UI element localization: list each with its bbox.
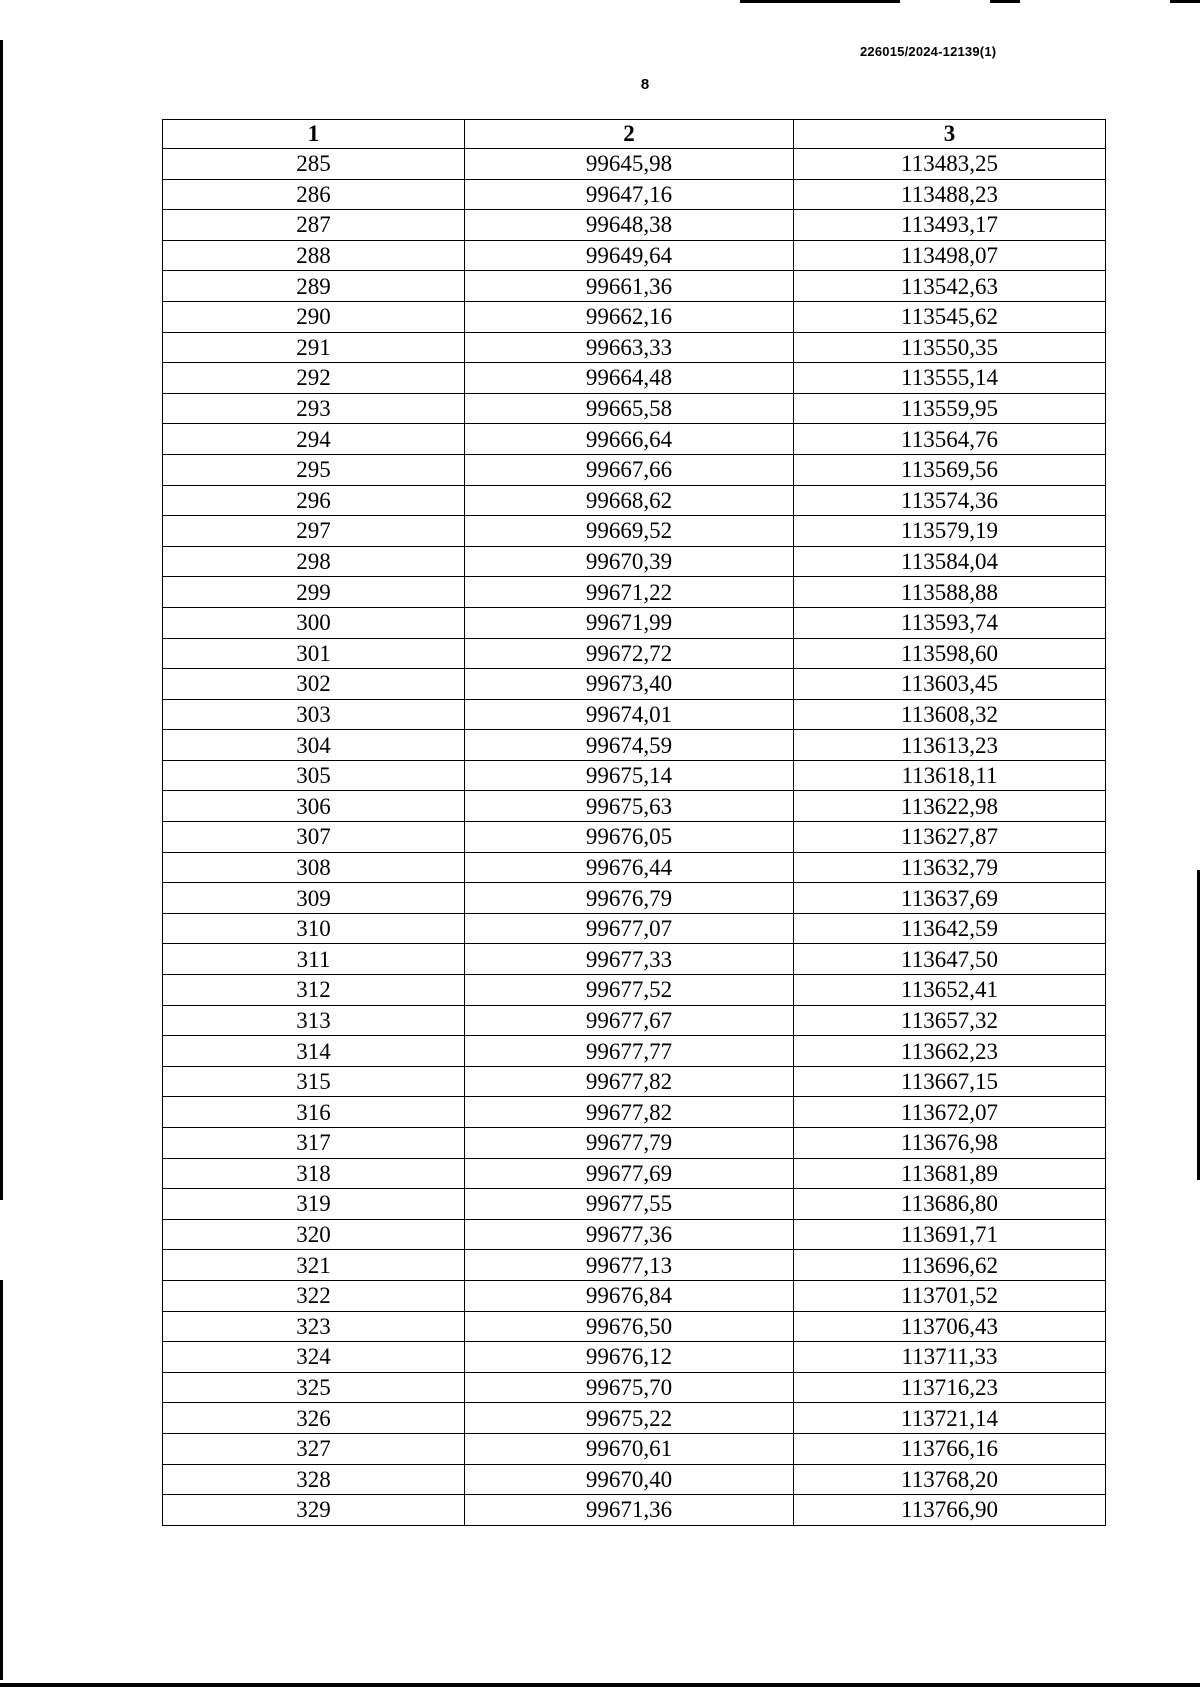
x-coordinate-cell: 99670,61 bbox=[465, 1433, 794, 1464]
table-row bbox=[163, 883, 1106, 914]
x-coordinate-cell: 99677,67 bbox=[465, 1005, 794, 1036]
y-coordinate-cell: 113618,11 bbox=[794, 760, 1106, 791]
y-coordinate-cell: 113608,32 bbox=[794, 699, 1106, 730]
point-number-cell: 328 bbox=[163, 1464, 465, 1495]
table-row bbox=[163, 1250, 1106, 1281]
x-coordinate-cell: 99674,59 bbox=[465, 730, 794, 761]
x-coordinate-cell: 99677,36 bbox=[465, 1219, 794, 1250]
x-coordinate-cell: 99667,66 bbox=[465, 454, 794, 485]
coordinates-table bbox=[162, 119, 1106, 1526]
column-header: 3 bbox=[794, 120, 1106, 149]
point-number-cell: 291 bbox=[163, 332, 465, 363]
table-row bbox=[163, 852, 1106, 883]
point-number-cell: 313 bbox=[163, 1005, 465, 1036]
x-coordinate-cell: 99661,36 bbox=[465, 271, 794, 302]
y-coordinate-cell: 113652,41 bbox=[794, 975, 1106, 1006]
x-coordinate-cell: 99677,77 bbox=[465, 1036, 794, 1067]
x-coordinate-cell: 99666,64 bbox=[465, 424, 794, 455]
x-coordinate-cell: 99676,44 bbox=[465, 852, 794, 883]
x-coordinate-cell: 99664,48 bbox=[465, 363, 794, 394]
table-row bbox=[163, 210, 1106, 241]
table-row bbox=[163, 1036, 1106, 1067]
point-number-cell: 325 bbox=[163, 1372, 465, 1403]
x-coordinate-cell: 99663,33 bbox=[465, 332, 794, 363]
table-row bbox=[163, 975, 1106, 1006]
table-row bbox=[163, 1158, 1106, 1189]
point-number-cell: 307 bbox=[163, 822, 465, 853]
table-row bbox=[163, 1495, 1106, 1526]
x-coordinate-cell: 99677,82 bbox=[465, 1066, 794, 1097]
x-coordinate-cell: 99645,98 bbox=[465, 149, 794, 180]
table-row bbox=[163, 149, 1106, 180]
table-row bbox=[163, 301, 1106, 332]
point-number-cell: 320 bbox=[163, 1219, 465, 1250]
point-number-cell: 322 bbox=[163, 1280, 465, 1311]
x-coordinate-cell: 99677,55 bbox=[465, 1189, 794, 1220]
y-coordinate-cell: 113711,33 bbox=[794, 1342, 1106, 1373]
table-row bbox=[163, 1219, 1106, 1250]
point-number-cell: 311 bbox=[163, 944, 465, 975]
point-number-cell: 298 bbox=[163, 546, 465, 577]
table-row bbox=[163, 577, 1106, 608]
x-coordinate-cell: 99677,69 bbox=[465, 1158, 794, 1189]
point-number-cell: 290 bbox=[163, 301, 465, 332]
y-coordinate-cell: 113584,04 bbox=[794, 546, 1106, 577]
point-number-cell: 324 bbox=[163, 1342, 465, 1373]
point-number-cell: 302 bbox=[163, 669, 465, 700]
y-coordinate-cell: 113483,25 bbox=[794, 149, 1106, 180]
x-coordinate-cell: 99676,12 bbox=[465, 1342, 794, 1373]
y-coordinate-cell: 113569,56 bbox=[794, 454, 1106, 485]
table-row bbox=[163, 179, 1106, 210]
point-number-cell: 323 bbox=[163, 1311, 465, 1342]
x-coordinate-cell: 99671,99 bbox=[465, 607, 794, 638]
point-number-cell: 303 bbox=[163, 699, 465, 730]
point-number-cell: 297 bbox=[163, 516, 465, 547]
y-coordinate-cell: 113593,74 bbox=[794, 607, 1106, 638]
column-header: 1 bbox=[163, 120, 465, 149]
point-number-cell: 308 bbox=[163, 852, 465, 883]
table-row bbox=[163, 944, 1106, 975]
y-coordinate-cell: 113545,62 bbox=[794, 301, 1106, 332]
y-coordinate-cell: 113632,79 bbox=[794, 852, 1106, 883]
table-row bbox=[163, 607, 1106, 638]
point-number-cell: 321 bbox=[163, 1250, 465, 1281]
y-coordinate-cell: 113627,87 bbox=[794, 822, 1106, 853]
y-coordinate-cell: 113637,69 bbox=[794, 883, 1106, 914]
point-number-cell: 296 bbox=[163, 485, 465, 516]
y-coordinate-cell: 113766,16 bbox=[794, 1433, 1106, 1464]
scan-edge-left-lower bbox=[0, 1280, 3, 1680]
y-coordinate-cell: 113498,07 bbox=[794, 240, 1106, 271]
table-body bbox=[163, 149, 1106, 1526]
y-coordinate-cell: 113766,90 bbox=[794, 1495, 1106, 1526]
x-coordinate-cell: 99668,62 bbox=[465, 485, 794, 516]
x-coordinate-cell: 99671,36 bbox=[465, 1495, 794, 1526]
table-header-row bbox=[163, 120, 1106, 149]
x-coordinate-cell: 99671,22 bbox=[465, 577, 794, 608]
point-number-cell: 314 bbox=[163, 1036, 465, 1067]
x-coordinate-cell: 99677,13 bbox=[465, 1250, 794, 1281]
point-number-cell: 316 bbox=[163, 1097, 465, 1128]
y-coordinate-cell: 113564,76 bbox=[794, 424, 1106, 455]
point-number-cell: 294 bbox=[163, 424, 465, 455]
y-coordinate-cell: 113676,98 bbox=[794, 1128, 1106, 1159]
x-coordinate-cell: 99648,38 bbox=[465, 210, 794, 241]
y-coordinate-cell: 113493,17 bbox=[794, 210, 1106, 241]
y-coordinate-cell: 113555,14 bbox=[794, 363, 1106, 394]
table-row bbox=[163, 546, 1106, 577]
x-coordinate-cell: 99672,72 bbox=[465, 638, 794, 669]
table-row bbox=[163, 332, 1106, 363]
table-row bbox=[163, 1280, 1106, 1311]
table-row bbox=[163, 1464, 1106, 1495]
table-row bbox=[163, 1372, 1106, 1403]
point-number-cell: 329 bbox=[163, 1495, 465, 1526]
scan-edge-top-2 bbox=[990, 0, 1020, 3]
y-coordinate-cell: 113588,88 bbox=[794, 577, 1106, 608]
x-coordinate-cell: 99662,16 bbox=[465, 301, 794, 332]
column-header: 2 bbox=[465, 120, 794, 149]
y-coordinate-cell: 113691,71 bbox=[794, 1219, 1106, 1250]
y-coordinate-cell: 113768,20 bbox=[794, 1464, 1106, 1495]
point-number-cell: 317 bbox=[163, 1128, 465, 1159]
y-coordinate-cell: 113559,95 bbox=[794, 393, 1106, 424]
x-coordinate-cell: 99674,01 bbox=[465, 699, 794, 730]
table-row bbox=[163, 516, 1106, 547]
y-coordinate-cell: 113574,36 bbox=[794, 485, 1106, 516]
x-coordinate-cell: 99676,84 bbox=[465, 1280, 794, 1311]
y-coordinate-cell: 113579,19 bbox=[794, 516, 1106, 547]
table-row bbox=[163, 1433, 1106, 1464]
table-row bbox=[163, 1403, 1106, 1434]
y-coordinate-cell: 113696,62 bbox=[794, 1250, 1106, 1281]
x-coordinate-cell: 99675,22 bbox=[465, 1403, 794, 1434]
x-coordinate-cell: 99673,40 bbox=[465, 669, 794, 700]
point-number-cell: 305 bbox=[163, 760, 465, 791]
y-coordinate-cell: 113657,32 bbox=[794, 1005, 1106, 1036]
y-coordinate-cell: 113701,52 bbox=[794, 1280, 1106, 1311]
point-number-cell: 285 bbox=[163, 149, 465, 180]
table-row bbox=[163, 669, 1106, 700]
scan-edge-bottom bbox=[0, 1683, 1200, 1687]
y-coordinate-cell: 113603,45 bbox=[794, 669, 1106, 700]
table-row bbox=[163, 424, 1106, 455]
table-row bbox=[163, 760, 1106, 791]
point-number-cell: 326 bbox=[163, 1403, 465, 1434]
x-coordinate-cell: 99670,40 bbox=[465, 1464, 794, 1495]
y-coordinate-cell: 113721,14 bbox=[794, 1403, 1106, 1434]
point-number-cell: 315 bbox=[163, 1066, 465, 1097]
y-coordinate-cell: 113647,50 bbox=[794, 944, 1106, 975]
point-number-cell: 286 bbox=[163, 179, 465, 210]
y-coordinate-cell: 113686,80 bbox=[794, 1189, 1106, 1220]
table-row bbox=[163, 271, 1106, 302]
point-number-cell: 327 bbox=[163, 1433, 465, 1464]
x-coordinate-cell: 99676,05 bbox=[465, 822, 794, 853]
y-coordinate-cell: 113598,60 bbox=[794, 638, 1106, 669]
y-coordinate-cell: 113681,89 bbox=[794, 1158, 1106, 1189]
table-row bbox=[163, 638, 1106, 669]
x-coordinate-cell: 99677,33 bbox=[465, 944, 794, 975]
y-coordinate-cell: 113613,23 bbox=[794, 730, 1106, 761]
table-row bbox=[163, 730, 1106, 761]
table-row bbox=[163, 485, 1106, 516]
point-number-cell: 287 bbox=[163, 210, 465, 241]
scan-edge-top bbox=[740, 0, 900, 3]
x-coordinate-cell: 99647,16 bbox=[465, 179, 794, 210]
table-row bbox=[163, 240, 1106, 271]
x-coordinate-cell: 99670,39 bbox=[465, 546, 794, 577]
point-number-cell: 310 bbox=[163, 913, 465, 944]
y-coordinate-cell: 113706,43 bbox=[794, 1311, 1106, 1342]
page-number: 8 bbox=[640, 76, 650, 93]
x-coordinate-cell: 99677,82 bbox=[465, 1097, 794, 1128]
x-coordinate-cell: 99677,79 bbox=[465, 1128, 794, 1159]
scan-edge-left bbox=[0, 40, 3, 1200]
y-coordinate-cell: 113662,23 bbox=[794, 1036, 1106, 1067]
table-row bbox=[163, 1342, 1106, 1373]
y-coordinate-cell: 113716,23 bbox=[794, 1372, 1106, 1403]
point-number-cell: 306 bbox=[163, 791, 465, 822]
table-row bbox=[163, 1311, 1106, 1342]
point-number-cell: 309 bbox=[163, 883, 465, 914]
x-coordinate-cell: 99676,50 bbox=[465, 1311, 794, 1342]
point-number-cell: 319 bbox=[163, 1189, 465, 1220]
y-coordinate-cell: 113622,98 bbox=[794, 791, 1106, 822]
point-number-cell: 299 bbox=[163, 577, 465, 608]
x-coordinate-cell: 99675,14 bbox=[465, 760, 794, 791]
y-coordinate-cell: 113667,15 bbox=[794, 1066, 1106, 1097]
x-coordinate-cell: 99665,58 bbox=[465, 393, 794, 424]
y-coordinate-cell: 113488,23 bbox=[794, 179, 1106, 210]
x-coordinate-cell: 99677,52 bbox=[465, 975, 794, 1006]
x-coordinate-cell: 99669,52 bbox=[465, 516, 794, 547]
point-number-cell: 295 bbox=[163, 454, 465, 485]
scan-edge-top-3 bbox=[1170, 0, 1200, 3]
x-coordinate-cell: 99675,70 bbox=[465, 1372, 794, 1403]
y-coordinate-cell: 113642,59 bbox=[794, 913, 1106, 944]
x-coordinate-cell: 99676,79 bbox=[465, 883, 794, 914]
point-number-cell: 289 bbox=[163, 271, 465, 302]
table-row bbox=[163, 822, 1106, 853]
table-row bbox=[163, 393, 1106, 424]
table-row bbox=[163, 1066, 1106, 1097]
point-number-cell: 300 bbox=[163, 607, 465, 638]
table-row bbox=[163, 699, 1106, 730]
x-coordinate-cell: 99675,63 bbox=[465, 791, 794, 822]
point-number-cell: 304 bbox=[163, 730, 465, 761]
table-row bbox=[163, 791, 1106, 822]
point-number-cell: 288 bbox=[163, 240, 465, 271]
table-row bbox=[163, 1189, 1106, 1220]
point-number-cell: 301 bbox=[163, 638, 465, 669]
x-coordinate-cell: 99649,64 bbox=[465, 240, 794, 271]
table-row bbox=[163, 1005, 1106, 1036]
table-row bbox=[163, 913, 1106, 944]
y-coordinate-cell: 113672,07 bbox=[794, 1097, 1106, 1128]
y-coordinate-cell: 113542,63 bbox=[794, 271, 1106, 302]
point-number-cell: 292 bbox=[163, 363, 465, 394]
y-coordinate-cell: 113550,35 bbox=[794, 332, 1106, 363]
point-number-cell: 312 bbox=[163, 975, 465, 1006]
table-row bbox=[163, 363, 1106, 394]
table-row bbox=[163, 1097, 1106, 1128]
x-coordinate-cell: 99677,07 bbox=[465, 913, 794, 944]
table-row bbox=[163, 1128, 1106, 1159]
table-row bbox=[163, 454, 1106, 485]
point-number-cell: 293 bbox=[163, 393, 465, 424]
document-number: 226015/2024-12139(1) bbox=[860, 44, 997, 59]
point-number-cell: 318 bbox=[163, 1158, 465, 1189]
